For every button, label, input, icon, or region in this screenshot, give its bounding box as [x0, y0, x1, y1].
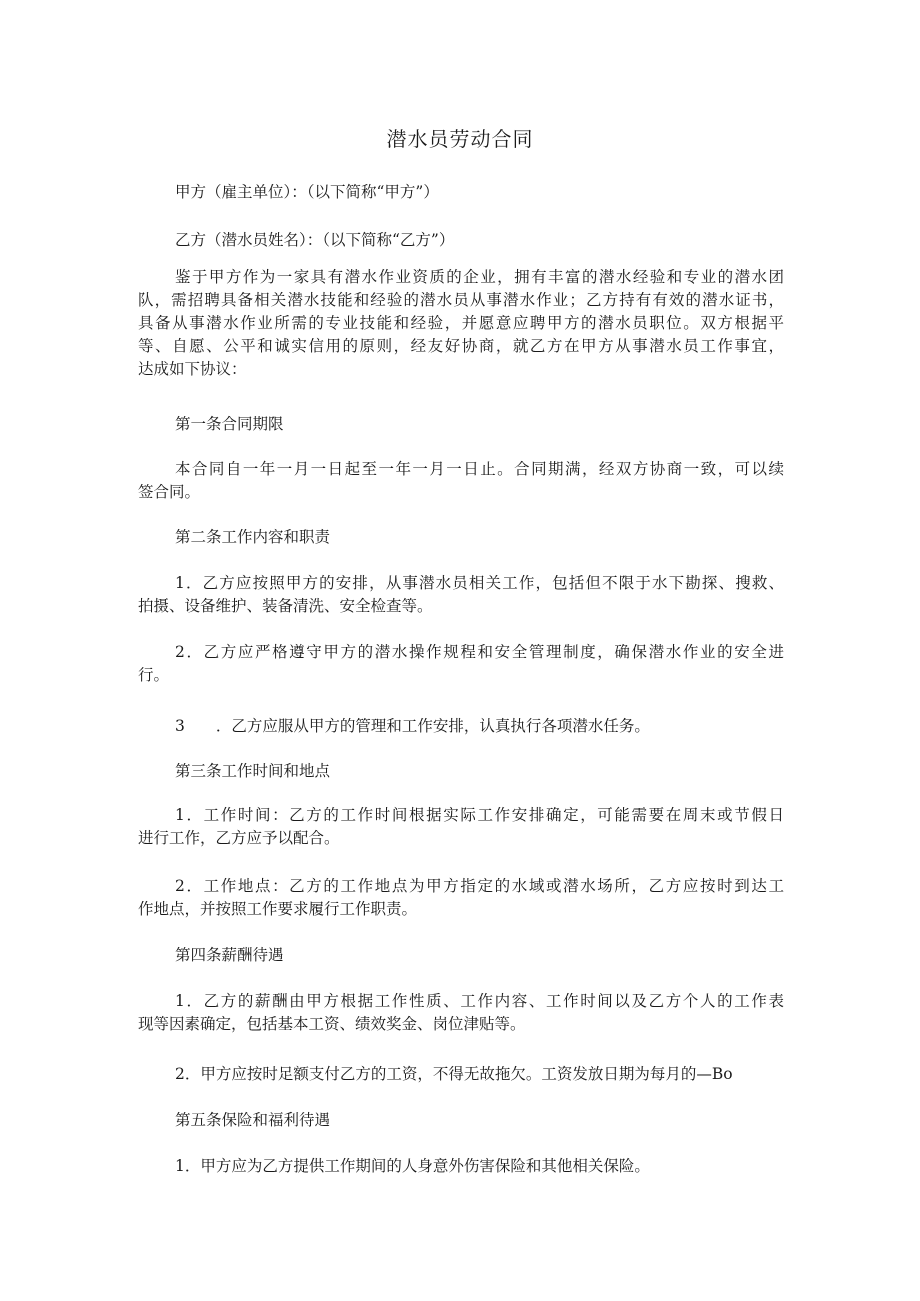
article-3-item-1-line-2: 进行工作，乙方应予以配合。: [138, 829, 340, 847]
article-1-line-2: 签合同。: [138, 483, 201, 501]
article-2-item-1-line-2: 拍摄、设备维护、装备清洗、安全检查等。: [138, 597, 433, 615]
article-3-item-2-line-1: 2．工作地点：乙方的工作地点为甲方指定的水域或潜水场所，乙方应按时到达工: [175, 877, 784, 895]
article-4-item-1-line-2: 现等因素确定，包括基本工资、绩效奖金、岗位津贴等。: [138, 1015, 526, 1033]
article-2-item-2: [138, 641, 784, 687]
article-2-item-3: 3 ．乙方应服从甲方的管理和工作安排，认真执行各项潜水任务。: [175, 717, 650, 735]
preamble-line-3: 具备从事潜水作业所需的专业技能和经验，并愿意应聘甲方的潜水员职位。双方根据平: [138, 314, 784, 332]
preamble-paragraph: [138, 266, 784, 381]
preamble-line-5: 达成如下协议：: [138, 360, 247, 378]
page-title: 潜水员劳动合同: [386, 127, 534, 151]
article-5-item-1: 1．甲方应为乙方提供工作期间的人身意外伤害保险和其他相关保险。: [175, 1157, 650, 1175]
party-a-line: 甲方（雇主单位）：（以下简称“甲方”）: [175, 183, 439, 201]
article-2-item-1-line-1: 1．乙方应按照甲方的安排，从事潜水员相关工作，包括但不限于水下勘探、搜救、: [175, 574, 784, 592]
article-1-heading: 第一条合同期限: [175, 415, 284, 433]
article-1-line-1: 本合同自一年一月一日起至一年一月一日止。合同期满，经双方协商一致，可以续: [175, 460, 784, 478]
article-4-item-2: 2．甲方应按时足额支付乙方的工资，不得无故拖欠。工资发放日期为每月的—Bo: [175, 1065, 733, 1083]
preamble-line-1: 鉴于甲方作为一家具有潜水作业资质的企业，拥有丰富的潜水经验和专业的潜水团: [175, 268, 784, 286]
article-2-heading: 第二条工作内容和职责: [175, 528, 331, 546]
article-5-heading: 第五条保险和福利待遇: [175, 1111, 331, 1129]
article-3-item-2-line-2: 作地点，并按照工作要求履行工作职责。: [138, 900, 418, 918]
article-2-item-1: [138, 572, 784, 618]
article-3-item-1: [138, 804, 784, 850]
article-4-item-1: [138, 990, 784, 1036]
article-1-paragraph: [138, 458, 784, 504]
party-b-line: 乙方（潜水员姓名）：（以下简称“乙方”）: [175, 231, 455, 249]
article-4-heading: 第四条薪酬待遇: [175, 946, 284, 964]
article-2-item-2-line-1: 2．乙方应严格遵守甲方的潜水操作规程和安全管理制度，确保潜水作业的安全进: [175, 643, 784, 661]
article-3-item-2: [138, 875, 784, 921]
article-3-heading: 第三条工作时间和地点: [175, 762, 331, 780]
article-3-item-1-line-1: 1．工作时间：乙方的工作时间根据实际工作安排确定，可能需要在周末或节假日: [175, 806, 784, 824]
preamble-line-2: 队，需招聘具备相关潜水技能和经验的潜水员从事潜水作业；乙方持有有效的潜水证书，: [138, 291, 784, 309]
preamble-line-4: 等、自愿、公平和诚实信用的原则，经友好协商，就乙方在甲方从事潜水员工作事宜，: [138, 337, 784, 355]
article-4-item-1-line-1: 1．乙方的薪酬由甲方根据工作性质、工作内容、工作时间以及乙方个人的工作表: [175, 992, 784, 1010]
article-2-item-2-line-2: 行。: [138, 666, 170, 684]
